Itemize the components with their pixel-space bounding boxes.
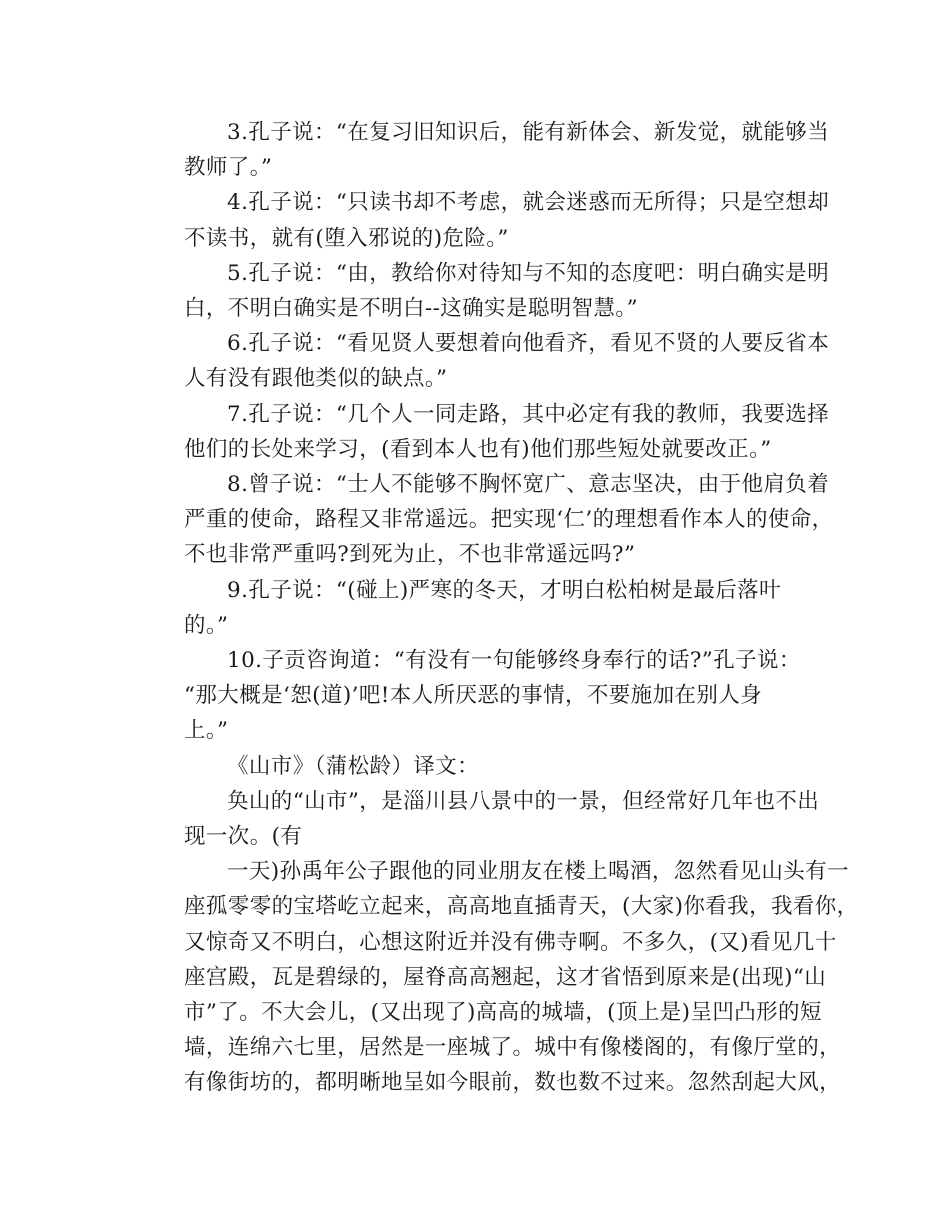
text-line: 10.子贡咨询道：“有没有一句能够终身奉行的话?”孔子说：: [227, 648, 801, 674]
paragraph-analects-6: [141, 326, 830, 396]
paragraph-analects-3: [141, 115, 830, 185]
text-line: 有像街坊的，都明晰地呈如今眼前，数也数不过来。忽然刮起大风，: [184, 1070, 842, 1096]
section-heading-shanshi: [141, 749, 813, 784]
text-line: 《山市》（蒲松龄）译文：: [227, 753, 480, 779]
paragraph-shanshi-2: [141, 854, 859, 1100]
document-body: [141, 115, 859, 1101]
text-line: 5.孔子说：“由，教给你对待知与不知的态度吧：明白确实是明: [227, 260, 830, 286]
paragraph-analects-7: [141, 397, 830, 467]
text-line: 又惊奇又不明白，心想这附近并没有佛寺啊。不多久，(又)看见几十: [184, 929, 837, 955]
text-line: 9.孔子说：“(碰上)严寒的冬天，才明白松柏树是最后落叶: [227, 577, 781, 603]
text-line: 不也非常严重吗?到死为止，不也非常遥远吗?”: [184, 542, 636, 568]
paragraph-analects-5: [141, 256, 830, 326]
text-line: 他们的长处来学习，(看到本人也有)他们那些短处就要改正。”: [184, 436, 772, 462]
text-line: 4.孔子说：“只读书却不考虑，就会迷惑而无所得；只是空想却: [227, 190, 830, 216]
text-line: 白，不明白确实是不明白--这确实是聪明智慧。”: [184, 296, 638, 322]
text-line: 上。”: [184, 718, 229, 744]
text-line: “那大概是‘恕(道)’吧!本人所厌恶的事情，不要施加在别人身: [184, 683, 763, 709]
text-line: 3.孔子说：“在复习旧知识后，能有新体会、新发觉，就能够当: [227, 120, 830, 145]
text-line: 市”了。不大会儿，(又出现了)高高的城墙，(顶上是)呈凹凸形的短: [184, 1000, 822, 1026]
paragraph-analects-4: [141, 185, 830, 255]
paragraph-analects-10: [141, 643, 813, 749]
paragraph-shanshi-1: [141, 784, 820, 854]
text-line: 严重的使命，路程又非常遥远。把实现‘仁’的理想看作本人的使命，: [184, 507, 834, 533]
text-line: 6.孔子说：“看见贤人要想着向他看齐，看见不贤的人要反省本: [227, 331, 830, 357]
text-line: 一天)孙禹年公子跟他的同业朋友在楼上喝酒，忽然看见山头有一: [227, 859, 849, 885]
text-line: 的。”: [184, 612, 229, 638]
text-line: 墙，连绵六七里，居然是一座城了。城中有像楼阁的，有像厅堂的，: [184, 1035, 842, 1061]
text-line: 座宫殿，瓦是碧绿的，屋脊高高翘起，这才省悟到原来是(出现)“山: [184, 964, 827, 990]
text-line: 8.曾子说：“士人不能够不胸怀宽广、意志坚决，由于他肩负着: [227, 472, 830, 498]
text-line: 7.孔子说：“几个人一同走路，其中必定有我的教师，我要选择: [227, 401, 830, 427]
text-line: 奂山的“山市”，是淄川县八景中的一景，但经常好几年也不出: [227, 788, 820, 814]
paragraph-analects-9: [141, 573, 813, 643]
text-line: 人有没有跟他类似的缺点。”: [184, 366, 448, 392]
text-line: 现一次。(有: [184, 824, 303, 850]
text-line: 不读书，就有(堕入邪说的)危险。”: [184, 225, 509, 251]
paragraph-analects-8: [141, 467, 834, 573]
text-line: 教师了。”: [184, 155, 273, 181]
text-line: 座孤零零的宝塔屹立起来，高高地直插青天，(大家)你看我，我看你，: [184, 894, 859, 920]
